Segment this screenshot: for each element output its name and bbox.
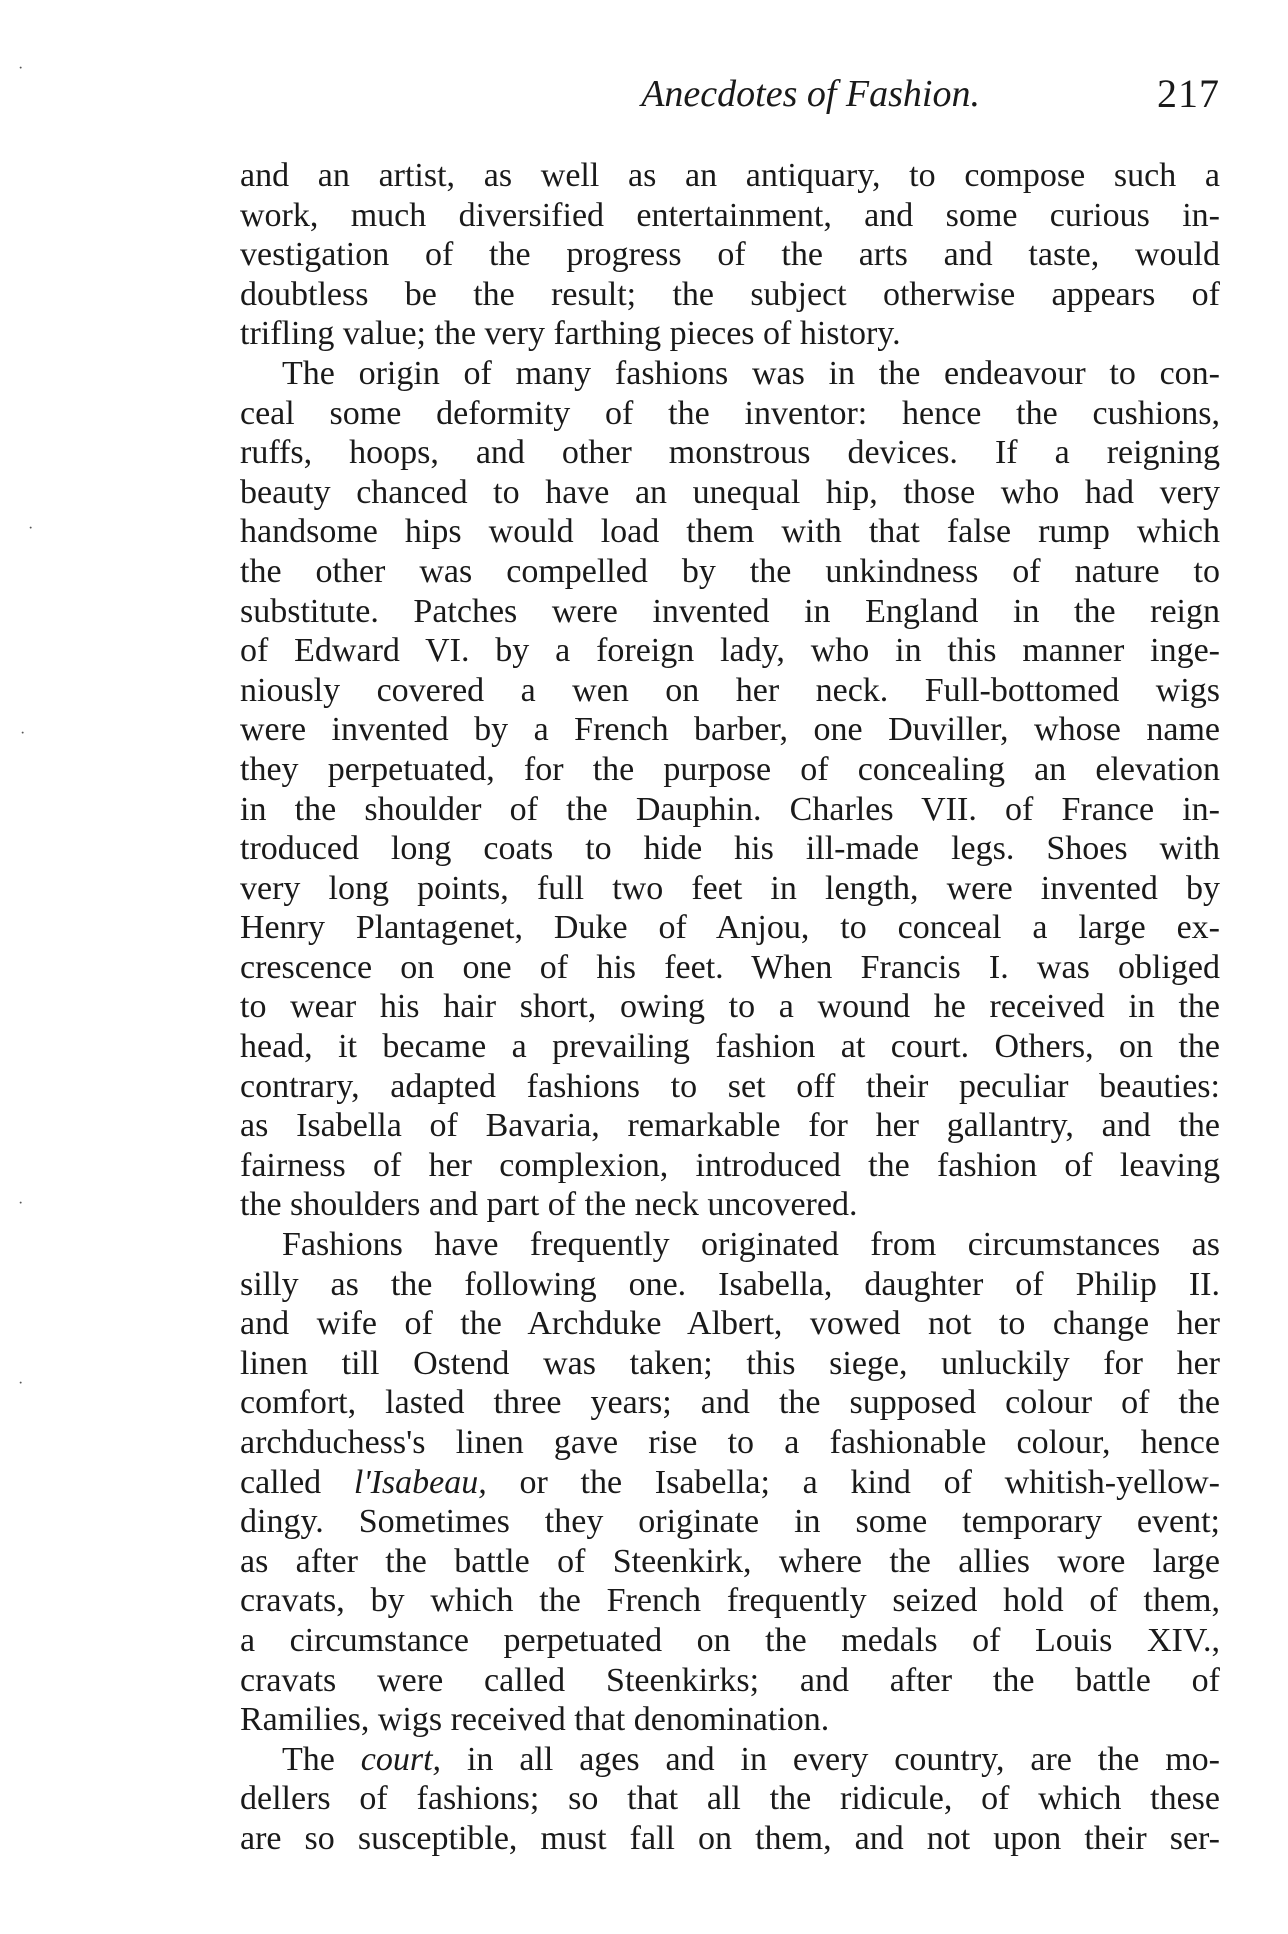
text-line: contrary, adapted fashions to set off their peculiar beauties: (240, 1067, 1220, 1105)
text-line: doubtless be the result; the subject otherwise appears of (240, 275, 1220, 313)
text-line: fairness of her complexion, introduced the fashion of leaving (240, 1146, 1220, 1184)
text-line: niously covered a wen on her neck. Full-bottomed wigs (240, 671, 1220, 709)
text-line: vestigation of the progress of the arts and taste, would (240, 236, 1220, 274)
text-line: work, much diversified entertainment, and some curious in- (240, 196, 1220, 234)
text-line: as Isabella of Bavaria, remarkable for her gallantry, and the (240, 1107, 1220, 1145)
text-line: trifling value; the very farthing pieces of history. (240, 315, 901, 353)
running-title: Anecdotes of Fashion. (641, 73, 980, 115)
text-segment: The (282, 1740, 361, 1778)
text-line: substitute. Patches were invented in England in the reign (240, 592, 1220, 630)
text-line: linen till Ostend was taken; this siege, unluckily for her (240, 1344, 1220, 1382)
text-line: the other was compelled by the unkindness of nature to (240, 552, 1220, 590)
margin-speck: · (20, 725, 26, 742)
paragraph-start (240, 1740, 1220, 1780)
text-line: they perpetuated, for the purpose of concealing an elevation (240, 750, 1220, 788)
text-line: and an artist, as well as an antiquary, to compose such a (240, 157, 1220, 194)
margin-speck: · (18, 60, 24, 77)
text-line: and wife of the Archduke Albert, vowed not to change her (240, 1305, 1220, 1343)
text-line: Ramilies, wigs received that denomination. (240, 1701, 830, 1739)
text-line: crescence on one of his feet. When Francis I. was obliged (240, 948, 1220, 986)
text-line: were invented by a French barber, one Duviller, whose name (240, 711, 1220, 749)
text-line: cravats were called Steenkirks; and after the battle of (240, 1661, 1220, 1699)
text-line: are so susceptible, must fall on them, and not upon their ser- (240, 1819, 1220, 1857)
text-line: troduced long coats to hide his ill-made legs. Shoes with (240, 830, 1220, 868)
text-segment: called (240, 1463, 354, 1501)
text-line: handsome hips would load them with that false rump which (240, 513, 1220, 551)
text-line: very long points, full two feet in length, were invented by (240, 869, 1220, 907)
text-segment: or the Isabella; a kind of whitish-yellow- (486, 1463, 1220, 1501)
text-line: ruffs, hoops, and other monstrous devices. If a reigning (240, 434, 1220, 472)
margin-speck: · (18, 1195, 24, 1212)
text-line: dellers of fashions; so that all the ridicule, of which these (240, 1780, 1220, 1818)
margin-speck: · (28, 520, 34, 537)
text-line (240, 1463, 1220, 1503)
text-line: of Edward VI. by a foreign lady, who in this manner inge- (240, 632, 1220, 670)
text-segment: in all ages and in every country, are the mo- (441, 1740, 1220, 1778)
paragraph-start: Fashions have frequently originated from circumstances as (282, 1226, 1220, 1264)
text-line: archduchess's linen gave rise to a fashionable colour, hence (240, 1424, 1220, 1461)
text-line: as after the battle of Steenkirk, where the allies wore large (240, 1542, 1220, 1580)
body-text (240, 156, 1220, 1859)
text-line: cravats, by which the French frequently seized hold of them, (240, 1582, 1220, 1620)
text-line: a circumstance perpetuated on the medals of Louis XIV., (240, 1621, 1220, 1659)
running-head (240, 70, 1220, 130)
text-line: head, it became a prevailing fashion at court. Others, on the (240, 1028, 1220, 1066)
italic-term: l'Isabeau, (353, 1463, 487, 1501)
text-line: dingy. Sometimes they originate in some temporary event; (240, 1503, 1220, 1541)
italic-term: court, (360, 1740, 442, 1778)
page-number: 217 (1157, 71, 1220, 116)
text-line: the shoulders and part of the neck uncovered. (240, 1186, 858, 1224)
text-line: comfort, lasted three years; and the supposed colour of the (240, 1384, 1220, 1422)
paragraph-start: The origin of many fashions was in the endeavour to con- (282, 354, 1220, 392)
text-line: Henry Plantagenet, Duke of Anjou, to conceal a large ex- (240, 909, 1220, 947)
text-line: ceal some deformity of the inventor: hence the cushions, (240, 394, 1220, 432)
text-line: beauty chanced to have an unequal hip, those who had very (240, 473, 1220, 511)
text-line: silly as the following one. Isabella, daughter of Philip II. (240, 1265, 1220, 1303)
text-line: to wear his hair short, owing to a wound he received in the (240, 988, 1220, 1026)
margin-speck: · (18, 1375, 24, 1392)
text-line: in the shoulder of the Dauphin. Charles VII. of France in- (240, 790, 1220, 828)
